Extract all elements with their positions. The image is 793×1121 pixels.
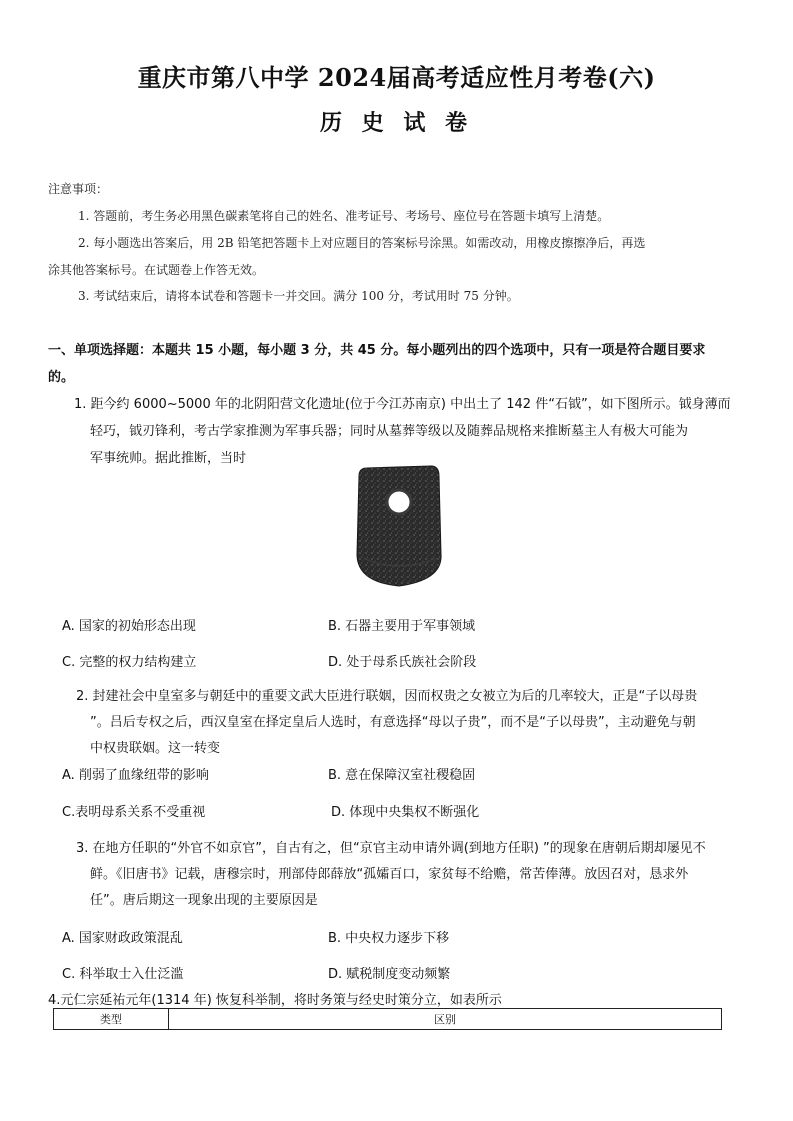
question-3-option-c: C. 科举取士入仕泛滥 bbox=[62, 967, 184, 982]
question-1-option-c: C. 完整的权力结构建立 bbox=[62, 655, 197, 670]
question-2-line-2: ”。吕后专权之后，西汉皇室在择定皇后人选时，有意选择“母以子贵”，而不是“子以母贵”，主动避免与朝 bbox=[90, 715, 696, 730]
table-header-type: 类型 bbox=[54, 1009, 169, 1030]
subject-title: 历 史 试 卷 bbox=[320, 110, 473, 136]
section-heading-line-2: 的。 bbox=[48, 370, 75, 385]
question-3-line-1: 3. 在地方任职的“外官不如京官”，自古有之，但“京官主动申请外调(到地方任职) ”的现象在唐朝后期却屡见不 bbox=[76, 841, 706, 856]
question-1-line-3: 军事统帅。据此推断，当时 bbox=[90, 451, 247, 466]
section-heading-line-1: 一、单项选择题：本题共 15 小题，每小题 3 分，共 45 分。每小题列出的四个选项中，只有一项是符合题目要求 bbox=[48, 343, 706, 358]
question-3-option-a: A. 国家财政政策混乱 bbox=[62, 931, 183, 946]
question-1-option-a: A. 国家的初始形态出现 bbox=[62, 619, 196, 634]
question-4-line-1: 4.元仁宗延祐元年(1314 年) 恢复科举制，将时务策与经史时策分立，如表所示 bbox=[48, 993, 502, 1008]
question-2-option-c: C.表明母系关系不受重视 bbox=[62, 805, 206, 820]
stone-axe-artifact-photo bbox=[353, 462, 445, 590]
question-2-line-3: 中权贵联姻。这一转变 bbox=[90, 741, 221, 756]
notice-item-1: 1. 答题前，考生务必用黑色碳素笔将自己的姓名、准考证号、考场号、座位号在答题卡填写上清楚。 bbox=[78, 209, 610, 223]
question-3-line-2: 鲜。《旧唐书》记载，唐穆宗时，刑部侍郎薛放“孤孀百口，家贫每不给赡，常苦俸薄。放因召对，恳求外 bbox=[90, 867, 689, 882]
question-1-option-d: D. 处于母系氏族社会阶段 bbox=[328, 655, 477, 670]
table-header-difference: 区别 bbox=[169, 1009, 722, 1030]
question-1-line-2: 轻巧，钺刃锋利，考古学家推测为军事兵器；同时从墓葬等级以及随葬品规格来推断墓主人有极大可能为 bbox=[90, 424, 689, 439]
question-1-line-1: 1. 距今约 6000~5000 年的北阴阳营文化遗址(位于今江苏南京) 中出土了 142 件“石钺”，如下图所示。钺身薄而 bbox=[74, 397, 731, 412]
notice-item-3: 3. 考试结束后，请将本试卷和答题卡一并交回。满分 100 分，考试用时 75 分钟。 bbox=[78, 289, 519, 303]
question-3-option-d: D. 赋税制度变动频繁 bbox=[328, 967, 451, 982]
notice-item-2-line-1: 2. 每小题选出答案后，用 2B 铅笔把答题卡上对应题目的答案标号涂黑。如需改动，用橡皮擦擦净后，再选 bbox=[78, 236, 646, 250]
question-3-line-3: 任”。唐后期这一现象出现的主要原因是 bbox=[90, 893, 318, 908]
table-header-row bbox=[54, 1009, 722, 1030]
question-2-option-b: B. 意在保障汉室社稷稳固 bbox=[328, 768, 476, 783]
page-title: 重庆市第八中学 2024届高考适应性月考卷(六) bbox=[137, 63, 656, 92]
question-4-table bbox=[53, 1008, 722, 1030]
notice-heading: 注意事项： bbox=[48, 182, 109, 196]
question-1-option-b: B. 石器主要用于军事领域 bbox=[328, 619, 476, 634]
question-2-line-1: 2. 封建社会中皇室多与朝廷中的重要文武大臣进行联姻，因而权贵之女被立为后的几率较大，正是“子以母贵 bbox=[76, 689, 698, 704]
question-2-option-a: A. 削弱了血缘纽带的影响 bbox=[62, 768, 209, 783]
question-2-option-d: D. 体现中央集权不断强化 bbox=[331, 805, 480, 820]
notice-item-2-line-2: 涂其他答案标号。在试题卷上作答无效。 bbox=[48, 263, 265, 277]
question-3-option-b: B. 中央权力逐步下移 bbox=[328, 931, 450, 946]
